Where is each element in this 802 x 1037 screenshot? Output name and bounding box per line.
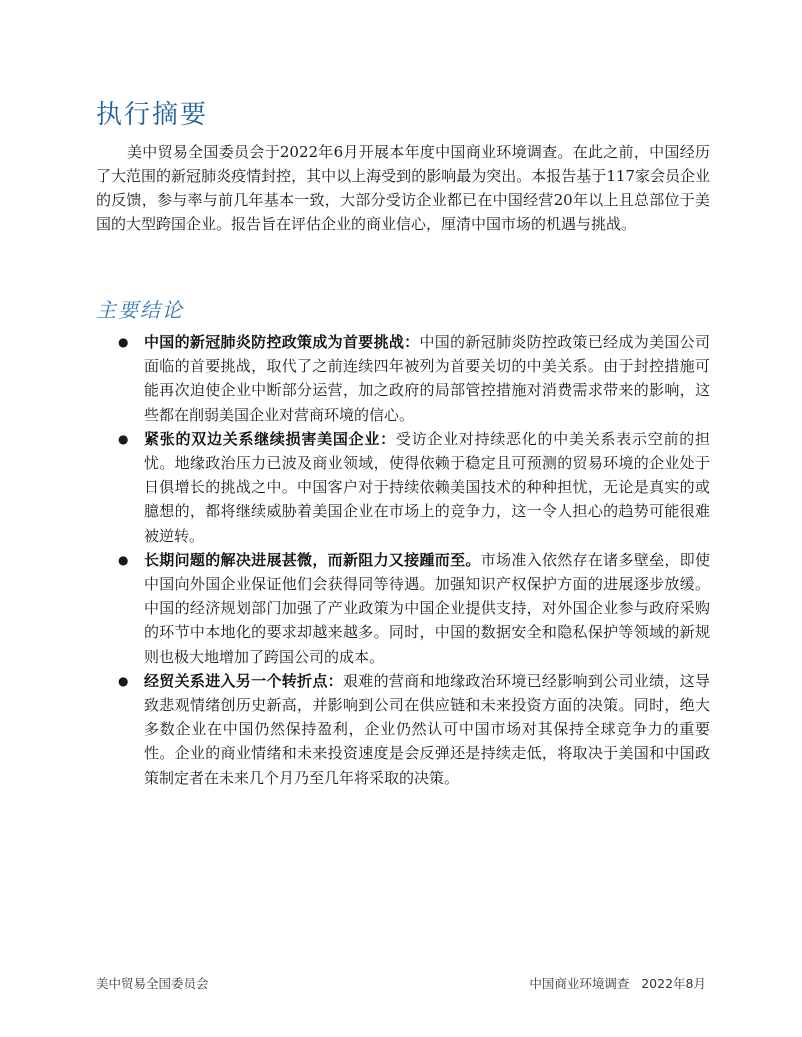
finding-item-4	[116, 669, 710, 790]
finding-lead: 长期问题的解决进展甚微，而新阻力又接踵而至。	[144, 550, 481, 569]
bullet-icon: ●	[118, 673, 129, 688]
section-title-key-findings: 主要结论	[96, 298, 184, 322]
intro-paragraph: 美中贸易全国委员会于2022年6月开展本年度中国商业环境调查。在此之前，中国经历了大范围的新冠肺炎疫情封控，其中以上海受到的影响最为突出。本报告基于117家会员企业的反馈，参与率与前几年基本一致，大部分受访企业都已在中国经营20年以上且总部位于美国的大型跨国企业。报告旨在评估企业的商业信心，厘清中国市场的机遇与挑战。	[96, 143, 710, 233]
bullet-icon: ●	[118, 552, 129, 567]
key-findings-list	[116, 330, 710, 790]
finding-item-3	[116, 548, 710, 669]
finding-lead: 紧张的双边关系继续损害美国企业：	[144, 429, 396, 448]
finding-text: 中国的新冠肺炎防控政策已经成为美国公司面临的首要挑战，取代了之前连续四年被列为首要关切的中美关系。由于封控措施可能再次迫使企业中断部分运营，加之政府的局部管控措施对消费需求带来的影响，这些都在削弱美国企业对营商环境的信心。	[144, 333, 710, 424]
finding-lead: 经贸关系进入另一个转折点：	[144, 671, 343, 690]
footer-organization: 美中贸易全国委员会	[96, 976, 209, 991]
finding-item-2	[116, 427, 710, 548]
finding-text: 艰难的营商和地缘政治环境已经影响到公司业绩，这导致悲观情绪创历史新高，并影响到公司在供应链和未来投资方面的决策。同时，绝大多数企业在中国仍然保持盈利，企业仍然认可中国市场对其保持全球竞争力的重要性。企业的商业情绪和未来投资速度是会反弹还是持续走低，将取决于美国和中国政策制定者在未来几个月乃至几年将采取的决策。	[144, 671, 710, 787]
finding-text: 市场准入依然存在诸多壁垒，即使中国向外国企业保证他们会获得同等待遇。加强知识产权保护方面的进展逐步放缓。中国的经济规划部门加强了产业政策为中国企业提供支持，对外国企业参与政府采购的环节中本地化的要求却越来越多。同时，中国的数据安全和隐私保护等领域的新规则也极大地增加了跨国公司的成本。	[144, 550, 710, 666]
finding-item-1	[116, 330, 710, 427]
footer-report-date: 中国商业环境调查 2022年8月	[529, 976, 706, 991]
finding-lead: 中国的新冠肺炎防控政策成为首要挑战：	[144, 333, 420, 351]
bullet-icon: ●	[118, 431, 129, 446]
page-title: 执行摘要	[96, 100, 209, 130]
bullet-icon: ●	[118, 335, 129, 349]
finding-text: 受访企业对持续恶化的中美关系表示空前的担忧。地缘政治压力已波及商业领域，使得依赖于稳定且可预测的贸易环境的企业处于日俱增长的挑战之中。中国客户对于持续依赖美国技术的种种担忧，无论是真实的或臆想的，都将继续威胁着美国企业在市场上的竞争力，这一令人担心的趋势可能很难被逆转。	[144, 429, 710, 545]
